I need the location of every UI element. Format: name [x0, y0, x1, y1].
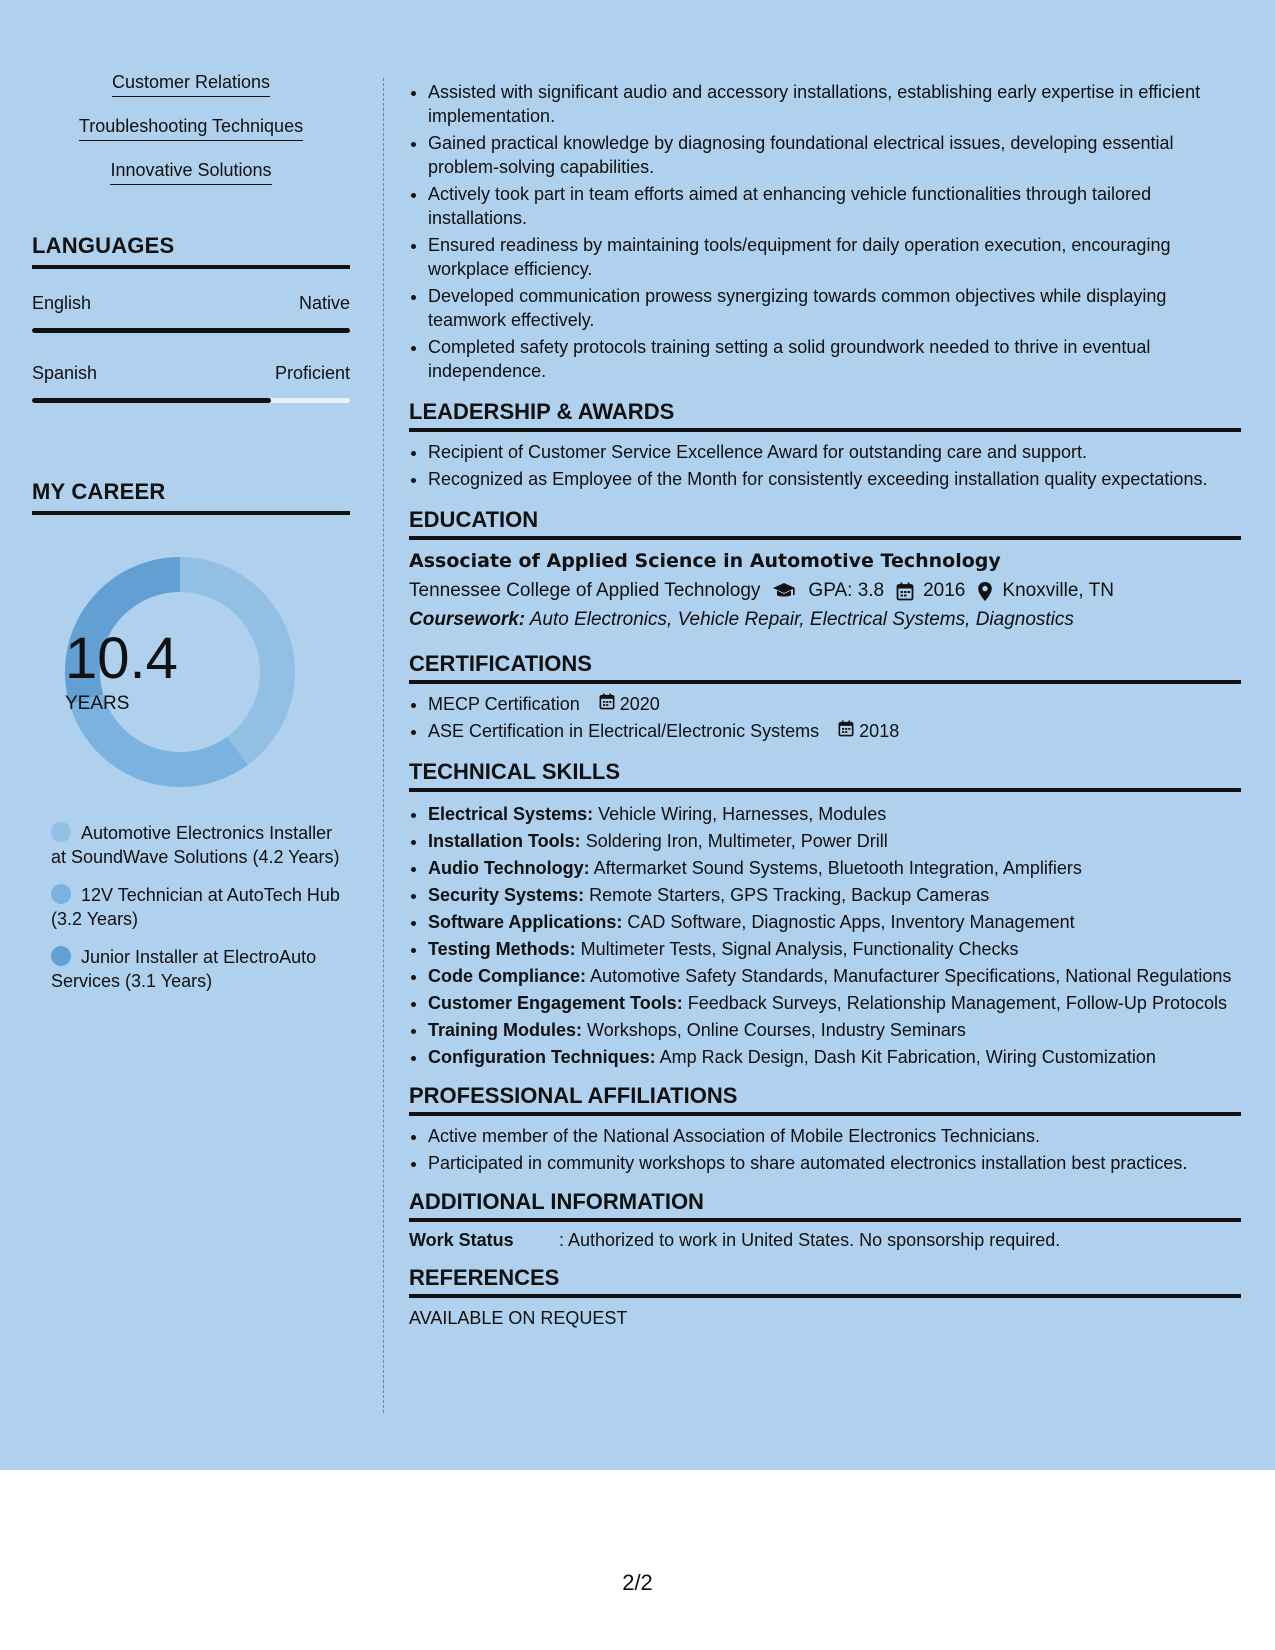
calendar-icon [599, 693, 615, 710]
skill-tag [32, 116, 350, 141]
affiliations-section [409, 1083, 1241, 1175]
language-level: Proficient [274, 363, 350, 383]
skill-values: Automotive Safety Standards, Manufacturer Specifications, National Regulations [590, 966, 1232, 986]
certifications-section [409, 651, 1241, 743]
education-heading: EDUCATION [409, 507, 1241, 540]
skill-category: Electrical Systems: [428, 804, 594, 824]
language-bar-fill [32, 328, 350, 333]
column-divider [383, 78, 384, 1413]
page-number: 2/2 [622, 1570, 653, 1595]
skill-values: Feedback Surveys, Relationship Management, Follow-Up Protocols [687, 993, 1227, 1013]
certification-name: MECP Certification [428, 694, 580, 714]
technical-skill-item [428, 856, 1241, 880]
experience-bullet: • Completed safety protocols training setting a solid groundwork needed to thrive in eventual independence. [428, 335, 1241, 383]
experience-bullets [409, 80, 1241, 383]
career-item [51, 821, 341, 869]
language-item [32, 363, 350, 403]
additional-info-section [409, 1189, 1241, 1251]
certification-year: 2018 [859, 721, 900, 741]
language-bar [32, 398, 350, 403]
references-heading: REFERENCES [409, 1265, 1241, 1298]
skill-tag [32, 72, 350, 97]
leadership-list [409, 440, 1241, 491]
technical-skills-section [409, 759, 1241, 1069]
skill-label: Customer Relations [112, 72, 270, 97]
affiliations-heading: PROFESSIONAL AFFILIATIONS [409, 1083, 1241, 1116]
leadership-item: • Recipient of Customer Service Excellence Award for outstanding care and support. [428, 440, 1241, 464]
career-item-text: Junior Installer at ElectroAuto Services (3.1 Years) [51, 947, 317, 991]
career-item-text: 12V Technician at AutoTech Hub (3.2 Years) [51, 885, 340, 929]
language-bar [32, 328, 350, 333]
skill-values: Aftermarket Sound Systems, Bluetooth Integration, Amplifiers [593, 858, 1082, 878]
career-heading: MY CAREER [32, 479, 350, 515]
career-item [51, 883, 341, 931]
right-column [409, 80, 1241, 1329]
skill-category: Configuration Techniques: [428, 1047, 656, 1067]
certification-item [428, 719, 1241, 743]
left-column [32, 72, 350, 1007]
skill-category: Code Compliance: [428, 966, 587, 986]
languages-heading: LANGUAGES [32, 233, 350, 269]
technical-skill-item [428, 829, 1241, 853]
career-years-unit: YEARS [65, 693, 130, 714]
certification-year: 2020 [619, 694, 660, 714]
skill-values: Remote Starters, GPS Tracking, Backup Cameras [589, 885, 990, 905]
language-bar-fill [32, 398, 271, 403]
leadership-heading: LEADERSHIP & AWARDS [409, 399, 1241, 432]
skill-values: Soldering Iron, Multimeter, Power Drill [585, 831, 888, 851]
skill-label: Troubleshooting Techniques [79, 116, 303, 141]
education-gpa: GPA: 3.8 [808, 580, 885, 601]
language-level: Native [298, 293, 350, 313]
skill-category: Training Modules: [428, 1020, 583, 1040]
skill-label: Innovative Solutions [110, 160, 271, 185]
experience-bullet: • Gained practical knowledge by diagnosing foundational electrical issues, developing essential problem-solving capabilities. [428, 131, 1241, 179]
career-dot-icon [51, 822, 71, 842]
education-year: 2016 [923, 580, 966, 601]
skill-category: Audio Technology: [428, 858, 590, 878]
coursework-label: Coursework: [409, 609, 526, 630]
language-name: English [32, 293, 92, 313]
career-donut-chart [65, 557, 295, 787]
leadership-section [409, 399, 1241, 491]
technical-skill-item [428, 883, 1241, 907]
work-status-row [409, 1230, 1241, 1251]
language-name: Spanish [32, 363, 98, 383]
leadership-item: • Recognized as Employee of the Month for consistently exceeding installation quality expectations. [428, 467, 1241, 491]
technical-skills-list [409, 802, 1241, 1069]
skill-values: Amp Rack Design, Dash Kit Fabrication, Wiring Customization [659, 1047, 1156, 1067]
technical-skill-item [428, 937, 1241, 961]
location-pin-icon [977, 581, 993, 602]
graduation-cap-icon [772, 582, 796, 600]
certifications-list [409, 692, 1241, 743]
technical-skill-item [428, 1045, 1241, 1069]
experience-bullet: • Developed communication prowess synergizing towards common objectives while displaying teamwork effectively. [428, 284, 1241, 332]
additional-info-heading: ADDITIONAL INFORMATION [409, 1189, 1241, 1222]
technical-skill-item [428, 991, 1241, 1015]
technical-skills-heading: TECHNICAL SKILLS [409, 759, 1241, 792]
skill-values: Multimeter Tests, Signal Analysis, Functionality Checks [580, 939, 1019, 959]
education-coursework [409, 609, 1241, 631]
language-item [32, 293, 350, 333]
experience-bullet: • Assisted with significant audio and accessory installations, establishing early expertise in efficient implementation. [428, 80, 1241, 128]
experience-bullet: • Ensured readiness by maintaining tools/equipment for daily operation execution, encouraging workplace efficiency. [428, 233, 1241, 281]
skill-category: Customer Engagement Tools: [428, 993, 683, 1013]
affiliation-item: • Active member of the National Association of Mobile Electronics Technicians. [428, 1124, 1241, 1148]
coursework-value: Auto Electronics, Vehicle Repair, Electrical Systems, Diagnostics [529, 609, 1074, 630]
career-total-years: 10.4 [65, 626, 178, 691]
calendar-icon [896, 582, 914, 601]
skill-category: Software Applications: [428, 912, 623, 932]
calendar-icon [838, 720, 854, 737]
technical-skill-item [428, 910, 1241, 934]
references-section [409, 1265, 1241, 1329]
skill-values: CAD Software, Diagnostic Apps, Inventory Management [627, 912, 1075, 932]
technical-skill-item [428, 802, 1241, 826]
education-section [409, 507, 1241, 631]
technical-skill-item [428, 964, 1241, 988]
career-dot-icon [51, 884, 71, 904]
skill-category: Security Systems: [428, 885, 585, 905]
affiliations-list [409, 1124, 1241, 1175]
career-dot-icon [51, 946, 71, 966]
certification-name: ASE Certification in Electrical/Electronic Systems [428, 721, 820, 741]
technical-skill-item [428, 1018, 1241, 1042]
career-list [32, 821, 350, 993]
education-location: Knoxville, TN [1002, 580, 1114, 601]
education-degree: Associate of Applied Science in Automotive Technology [409, 550, 1001, 572]
skill-values: Vehicle Wiring, Harnesses, Modules [598, 804, 887, 824]
skill-category: Testing Methods: [428, 939, 576, 959]
skill-tag [32, 160, 350, 185]
work-status-value: : Authorized to work in United States. No sponsorship required. [559, 1230, 1061, 1250]
career-item [51, 945, 341, 993]
education-school: Tennessee College of Applied Technology [409, 580, 761, 601]
certification-item [428, 692, 1241, 716]
affiliation-item: • Participated in community workshops to share automated electronics installation best practices. [428, 1151, 1241, 1175]
education-details [409, 580, 1241, 602]
certifications-heading: CERTIFICATIONS [409, 651, 1241, 684]
references-text: AVAILABLE ON REQUEST [409, 1308, 628, 1328]
career-item-text: Automotive Electronics Installer at SoundWave Solutions (4.2 Years) [51, 823, 340, 867]
experience-bullet: • Actively took part in team efforts aimed at enhancing vehicle functionalities through tailored installations. [428, 182, 1241, 230]
work-status-label: Work Status [409, 1230, 514, 1250]
skill-category: Installation Tools: [428, 831, 581, 851]
skill-values: Workshops, Online Courses, Industry Seminars [587, 1020, 966, 1040]
